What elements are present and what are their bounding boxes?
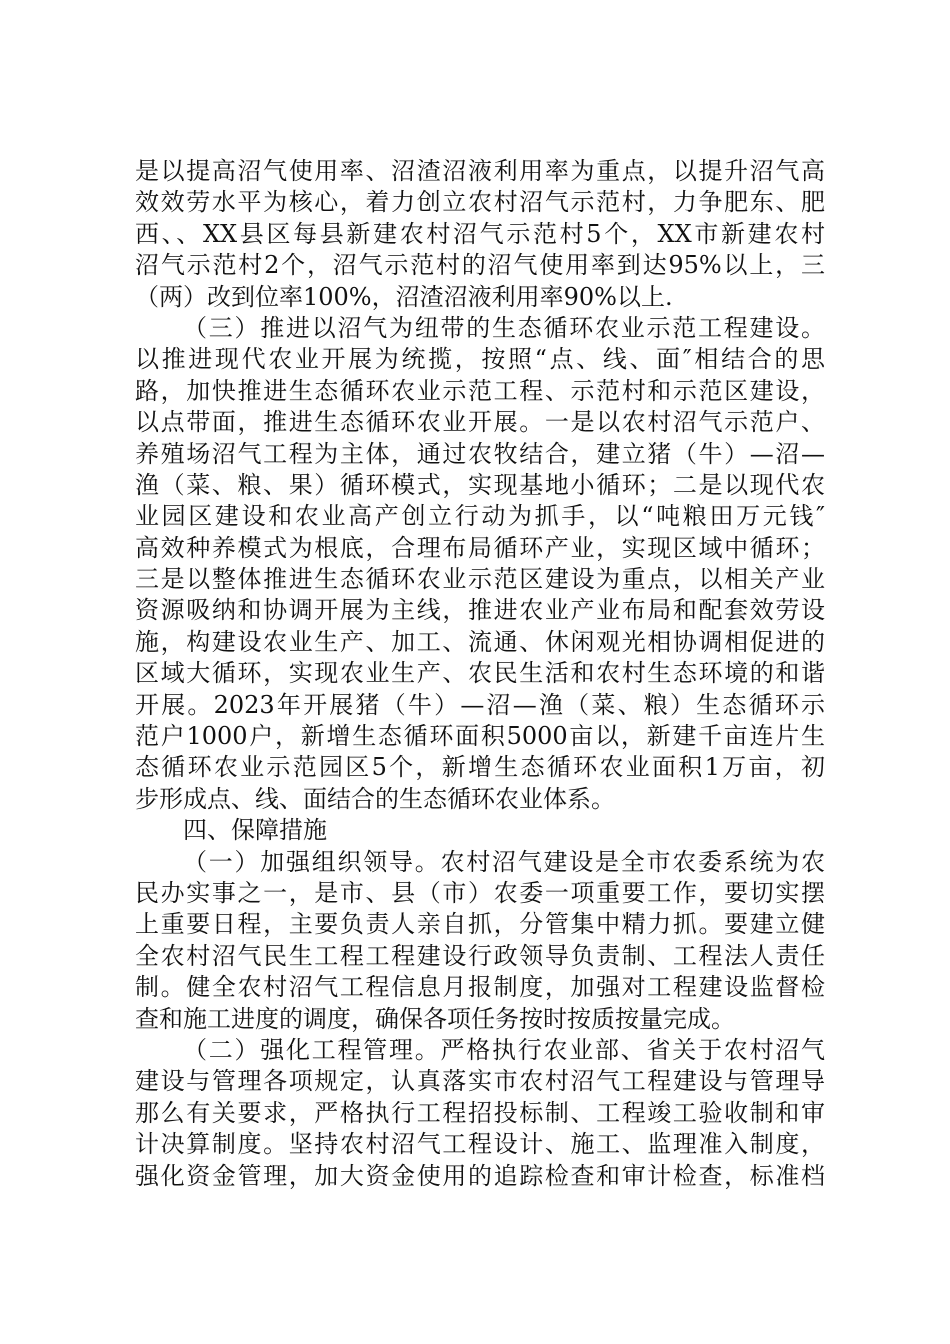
- text-line: 态循环农业示范园区5个，新增生态循环农业面积1万亩，初: [135, 753, 825, 782]
- text-line: 养殖场沼气工程为主体，通过农牧结合，建立猪（牛）—沼—: [135, 439, 825, 468]
- paragraph-heading-3: （三）推进以沼气为纽带的生态循环农业示范工程建设。: [183, 313, 825, 342]
- text-line: 资源吸纳和协调开展为主线，推进农业产业布局和配套效劳设: [135, 596, 825, 625]
- text-line: 以推进现代农业开展为统揽，按照“点、线、面″相结合的思: [135, 345, 825, 374]
- text-line: 施，构建设农业生产、加工、流通、休闲观光相协调相促进的: [135, 627, 825, 656]
- text-line: 开展。2023年开展猪（牛）—沼—渔（菜、粮）生态循环示: [135, 690, 825, 719]
- text-line: 计决算制度。坚持农村沼气工程设计、施工、监理准入制度，: [135, 1130, 825, 1159]
- text-line: 那么有关要求，严格执行工程招投标制、工程竣工验收制和审: [135, 1098, 825, 1127]
- text-line: 西、、XX县区每县新建农村沼气示范村5个，XX市新建农村: [135, 219, 825, 248]
- text-line: 高效种养模式为根底，合理布局循环产业，实现区域中循环；: [135, 533, 825, 562]
- text-line: 业园区建设和农业高产创立行动为抓手，以“吨粮田万元钱″: [135, 502, 825, 531]
- text-line: （两）改到位率100%，沼渣沼液利用率90%以上.: [135, 282, 673, 311]
- text-line: 强化资金管理，加大资金使用的追踪检查和审计检查，标准档: [135, 1161, 825, 1190]
- text-line: 全农村沼气民生工程工程建设行政领导负责制、工程法人责任: [135, 941, 825, 970]
- text-line: 制。健全农村沼气工程信息月报制度，加强对工程建设监督检: [135, 973, 825, 1002]
- document-body: [135, 156, 825, 1192]
- paragraph-heading-1: （一）加强组织领导。农村沼气建设是全市农委系统为农: [183, 847, 825, 876]
- text-line: 沼气示范村2个，沼气示范村的沼气使用率到达95%以上，三: [135, 251, 825, 280]
- text-line: 上重要日程，主要负责人亲自抓，分管集中精力抓。要建立健: [135, 910, 825, 939]
- text-line: 区域大循环，实现农业生产、农民生活和农村生态环境的和谐: [135, 659, 825, 688]
- text-line: 范户1000户，新增生态循环面积5000亩以，新建千亩连片生: [135, 722, 825, 751]
- text-line: 以点带面，推进生态循环农业开展。一是以农村沼气示范户、: [135, 408, 825, 437]
- text-line: 三是以整体推进生态循环农业示范区建设为重点，以相关产业: [135, 565, 825, 594]
- text-line: 渔（菜、粮、果）循环模式，实现基地小循环；二是以现代农: [135, 470, 825, 499]
- text-line: 步形成点、线、面结合的生态循环农业体系。: [135, 784, 615, 813]
- text-line: 效效劳水平为核心，着力创立农村沼气示范村，力争肥东、肥: [135, 188, 825, 217]
- text-line: 民办实事之一，是市、县（市）农委一项重要工作，要切实摆: [135, 878, 825, 907]
- paragraph-heading-2: （二）强化工程管理。严格执行农业部、省关于农村沼气: [183, 1035, 825, 1064]
- section-heading: 四、保障措施: [183, 816, 327, 845]
- text-line: 建设与管理各项规定，认真落实市农村沼气工程建设与管理导: [135, 1067, 825, 1096]
- text-line: 路，加快推进生态循环农业示范工程、示范村和示范区建设，: [135, 376, 825, 405]
- text-line: 查和施工进度的调度，确保各项任务按时按质按量完成。: [135, 1004, 735, 1033]
- text-line: 是以提高沼气使用率、沼渣沼液利用率为重点，以提升沼气高: [135, 157, 825, 185]
